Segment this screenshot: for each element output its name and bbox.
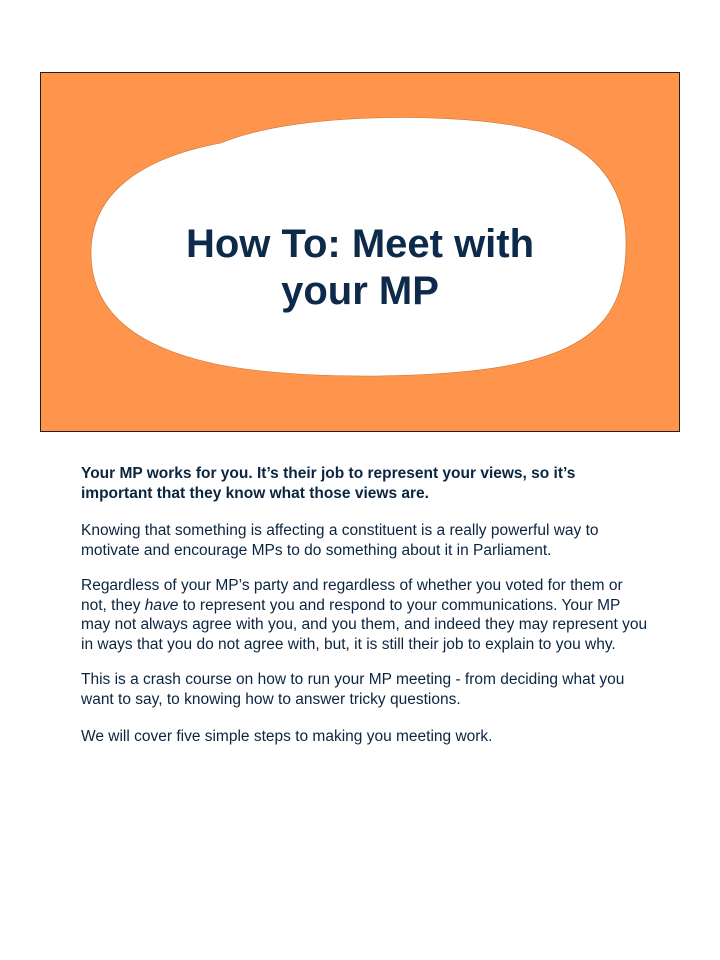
page-title	[41, 221, 679, 315]
title-line-1: How To: Meet with	[185, 222, 535, 266]
paragraph-representation-end: to represent you and respond to your communications. Your MP may not always agree with you, and you them, and indeed they may represent you in ways that you do not agree with, but, it is still their job to explain to you why.	[81, 596, 648, 653]
paragraph-motivation: Knowing that something is affecting a constituent is a really powerful way to motivate and encourage MPs to do something about it in Parliament.	[81, 522, 599, 559]
paragraph-five-steps: We will cover five simple steps to making you meeting work.	[81, 728, 493, 745]
intro-content	[81, 464, 651, 763]
paragraph-representation-start: Regardless of your MP’s party and regardless of whether you voted for them or not, they	[81, 577, 623, 614]
hero-banner	[40, 72, 680, 432]
title-line-2: your MP	[281, 269, 439, 313]
lead-paragraph: Your MP works for you. It’s their job to represent your views, so it’s important that they know what those views are.	[81, 465, 576, 502]
emphasis-have: have	[144, 596, 179, 614]
paragraph-representation	[81, 576, 651, 654]
paragraph-crash-course: This is a crash course on how to run your MP meeting - from deciding what you want to say, to knowing how to answer tricky questions.	[81, 671, 625, 708]
